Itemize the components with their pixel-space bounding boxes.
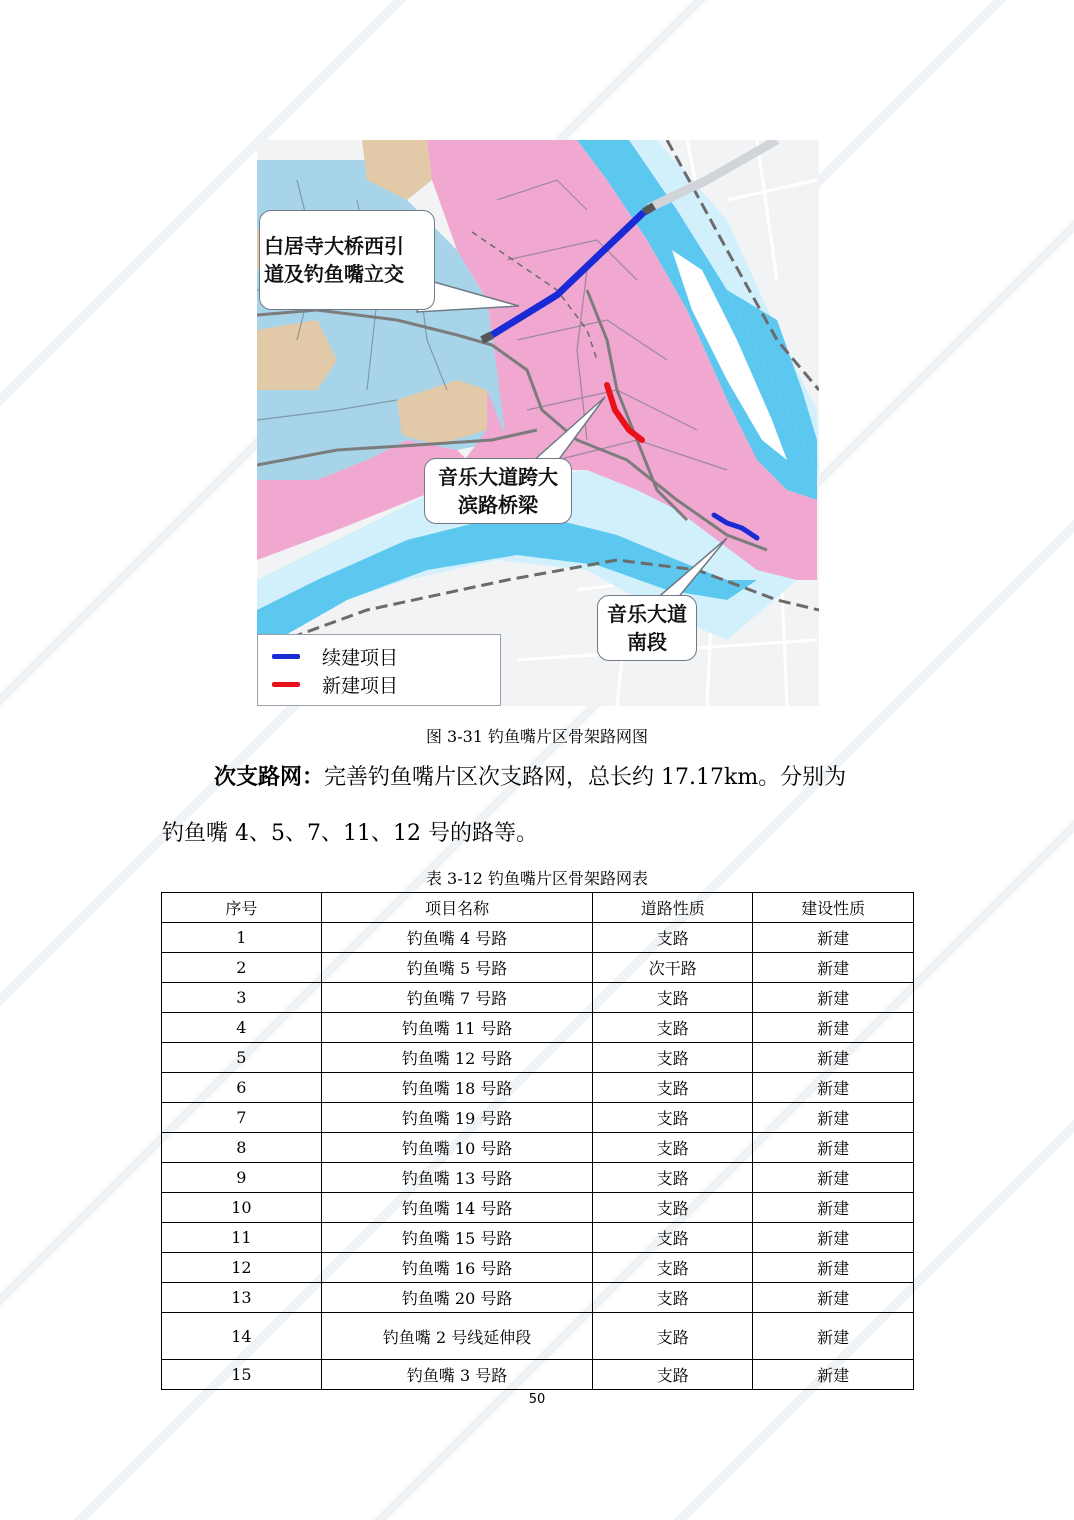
cell-construction-type: 新建: [753, 1133, 914, 1163]
cell-index: 6: [162, 1073, 322, 1103]
cell-project-name: 钓鱼嘴 2 号线延伸段: [321, 1313, 593, 1360]
cell-index: 15: [162, 1360, 322, 1390]
cell-project-name: 钓鱼嘴 10 号路: [321, 1133, 593, 1163]
cell-construction-type: 新建: [753, 1193, 914, 1223]
cell-road-type: 支路: [593, 1043, 753, 1073]
legend-label: 续建项目: [322, 646, 399, 669]
cell-road-type: 支路: [593, 1103, 753, 1133]
cell-index: 8: [162, 1133, 322, 1163]
table-row: [162, 1253, 914, 1283]
callout-text: 音乐大道跨大: [438, 465, 558, 489]
table-row: [162, 1073, 914, 1103]
table-row: [162, 1043, 914, 1073]
cell-project-name: 钓鱼嘴 5 号路: [321, 953, 593, 983]
callout-music-avenue-bridge: [424, 458, 572, 524]
table-row: [162, 953, 914, 983]
cell-road-type: 支路: [593, 1360, 753, 1390]
paragraph-line-2: 钓鱼嘴 4、5、7、11、12 号的路等。: [162, 821, 538, 846]
cell-project-name: 钓鱼嘴 11 号路: [321, 1013, 593, 1043]
cell-index: 11: [162, 1223, 322, 1253]
callout-text: 白居寺大桥西引: [264, 234, 404, 258]
cell-construction-type: 新建: [753, 1313, 914, 1360]
cell-construction-type: 新建: [753, 1223, 914, 1253]
table-row: [162, 1013, 914, 1043]
table-body: [162, 923, 914, 1390]
table-row: [162, 1223, 914, 1253]
cell-project-name: 钓鱼嘴 20 号路: [321, 1283, 593, 1313]
legend-item-new: [272, 671, 398, 697]
table-row: [162, 1360, 914, 1390]
table-row: [162, 1103, 914, 1133]
cell-index: 9: [162, 1163, 322, 1193]
header-road-type: 道路性质: [593, 893, 753, 923]
callout-bridge-approach: [259, 210, 435, 310]
cell-index: 1: [162, 923, 322, 953]
cell-project-name: 钓鱼嘴 18 号路: [321, 1073, 593, 1103]
cell-project-name: 钓鱼嘴 19 号路: [321, 1103, 593, 1133]
callout-text: 道及钓鱼嘴立交: [264, 262, 404, 286]
cell-road-type: 支路: [593, 1283, 753, 1313]
map-legend: [257, 634, 501, 706]
callout-music-avenue-south: [597, 595, 697, 661]
cell-index: 10: [162, 1193, 322, 1223]
legend-label: 新建项目: [322, 674, 399, 697]
cell-project-name: 钓鱼嘴 13 号路: [321, 1163, 593, 1193]
road-network-map: [257, 140, 819, 706]
cell-construction-type: 新建: [753, 953, 914, 983]
paragraph-line-1: [214, 764, 966, 792]
cell-road-type: 支路: [593, 1073, 753, 1103]
callout-text: 南段: [627, 630, 667, 654]
cell-construction-type: 新建: [753, 983, 914, 1013]
cell-project-name: 钓鱼嘴 15 号路: [321, 1223, 593, 1253]
legend-item-continued: [272, 643, 398, 669]
cell-road-type: 次干路: [593, 953, 753, 983]
cell-project-name: 钓鱼嘴 14 号路: [321, 1193, 593, 1223]
cell-construction-type: 新建: [753, 1013, 914, 1043]
cell-road-type: 支路: [593, 1193, 753, 1223]
cell-road-type: 支路: [593, 1223, 753, 1253]
callout-text: 音乐大道: [607, 602, 687, 626]
cell-project-name: 钓鱼嘴 4 号路: [321, 923, 593, 953]
cell-construction-type: 新建: [753, 923, 914, 953]
table-row: [162, 923, 914, 953]
table-row: [162, 983, 914, 1013]
cell-construction-type: 新建: [753, 1163, 914, 1193]
cell-index: 12: [162, 1253, 322, 1283]
header-index: 序号: [162, 893, 322, 923]
cell-construction-type: 新建: [753, 1103, 914, 1133]
cell-construction-type: 新建: [753, 1043, 914, 1073]
cell-construction-type: 新建: [753, 1073, 914, 1103]
cell-construction-type: 新建: [753, 1360, 914, 1390]
cell-index: 14: [162, 1313, 322, 1360]
cell-road-type: 支路: [593, 983, 753, 1013]
table-row: [162, 1133, 914, 1163]
cell-road-type: 支路: [593, 1313, 753, 1360]
cell-project-name: 钓鱼嘴 16 号路: [321, 1253, 593, 1283]
header-construction-type: 建设性质: [753, 893, 914, 923]
cell-index: 4: [162, 1013, 322, 1043]
cell-index: 5: [162, 1043, 322, 1073]
cell-road-type: 支路: [593, 1253, 753, 1283]
legend-swatch-red: [272, 682, 300, 687]
table-row: [162, 1283, 914, 1313]
table-header-row: [162, 893, 914, 923]
cell-index: 3: [162, 983, 322, 1013]
cell-index: 13: [162, 1283, 322, 1313]
road-network-table: [161, 892, 914, 1390]
cell-road-type: 支路: [593, 1163, 753, 1193]
table-row: [162, 1193, 914, 1223]
table-row: [162, 1313, 914, 1360]
table-title: 表 3-12 钓鱼嘴片区骨架路网表: [425, 869, 649, 888]
cell-construction-type: 新建: [753, 1253, 914, 1283]
cell-road-type: 支路: [593, 923, 753, 953]
figure-caption: 图 3-31 钓鱼嘴片区骨架路网图: [425, 727, 649, 746]
cell-construction-type: 新建: [753, 1283, 914, 1313]
cell-index: 2: [162, 953, 322, 983]
paragraph-lead: 次支路网：: [214, 765, 325, 790]
cell-project-name: 钓鱼嘴 7 号路: [321, 983, 593, 1013]
cell-road-type: 支路: [593, 1133, 753, 1163]
cell-index: 7: [162, 1103, 322, 1133]
cell-project-name: 钓鱼嘴 3 号路: [321, 1360, 593, 1390]
paragraph-text: 完善钓鱼嘴片区次支路网，总长约 17.17km。分别为: [324, 765, 847, 790]
header-project-name: 项目名称: [321, 893, 593, 923]
legend-swatch-blue: [272, 654, 300, 659]
table-row: [162, 1163, 914, 1193]
cell-project-name: 钓鱼嘴 12 号路: [321, 1043, 593, 1073]
cell-road-type: 支路: [593, 1013, 753, 1043]
page-number: 50: [528, 1392, 546, 1407]
callout-text: 滨路桥梁: [458, 493, 538, 517]
